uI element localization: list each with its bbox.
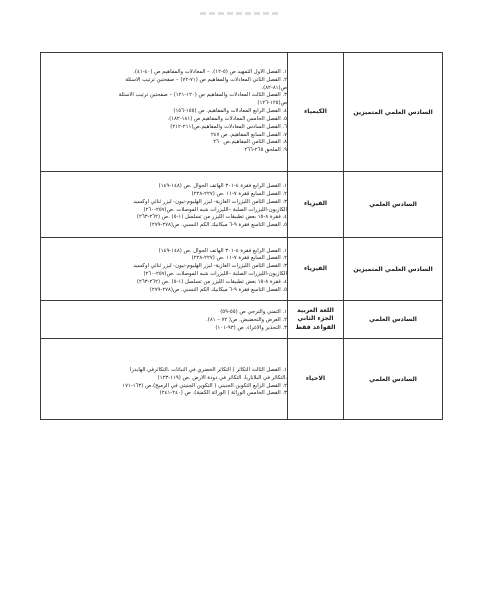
topic-line: ٤. الفصل الرابع المعادلات والمفاهيم. ص (١٥٥-١٥٦) <box>173 108 287 115</box>
subject-cell: الفيزياء <box>288 238 344 301</box>
topic-line: ١. الفصل الاول التمهيد ص (٥-١٢). – المعادلات والمفاهيم ص (٤٠-٤١). <box>133 68 287 75</box>
subject-line: الجزء الثاني <box>297 315 334 323</box>
topic-line: الكاربون-الليزرات الصلبة –الليزرات شبه الموصلات .ص(٢٥٧-٢٦٠) <box>143 206 287 213</box>
topic-line: ٢. العرض والتحضيض. ص( ٧٢ – ٨١). <box>206 317 287 324</box>
topic-line: ٣. الفصل الثامن الليزرات الغازية- ليزر الهليوم-نيون- ليزر ثنائي اوكسيد <box>133 263 287 270</box>
topic-line: ٣. الفصل الخامس الوراثة ( الوراثة الكمية). ص (٢٤٠-٢٤١) <box>159 390 287 397</box>
topic-line: ٣. الفصل الثامن الليزرات الغازية- ليزر الهليوم-نيون- ليزر ثنائي اوكسيد <box>133 198 287 205</box>
topic-line: ٣. التحذير والاغراء. ص (٩٣-١٠١) <box>215 324 287 331</box>
topics-cell <box>41 339 288 420</box>
subject-line: اللغة العربية <box>297 306 334 314</box>
topic-line: ٥. الفصل التاسع فقرة ٩-٦ ميكانيك الكم النسبي. ص(٢٧٨-٢٧٩) <box>149 222 287 229</box>
topic-line: ص(٨١-٨٢). <box>261 84 287 91</box>
topic-line: ١. التمني والترجي ص (٥٥-٥٩) <box>220 309 287 316</box>
topic-line: ٢. الفصل الثاني المعادلات والمفاهيم ص (٧١-٧٢) – صفحتين ترتيب الاسئلة <box>125 76 287 83</box>
table-row <box>41 339 443 420</box>
stage-cell: السادس العلمي <box>344 301 443 339</box>
topics-cell <box>41 238 288 301</box>
topic-line: ٢. الفصل الرابع التكوين الجنيني ( التكوين الجنيني في الرميح).ص (١٦٣-١٧١ <box>122 382 287 389</box>
topic-line: ٨. الفصل الثامن المفاهيم.ص ٢٦٠ <box>213 139 287 146</box>
topic-line: ٣. الفصل الثالث المعادلات والمفاهيم ص (١٢٠-١٢١) – صفحتين ترتيب الاسئلة <box>118 92 287 99</box>
topic-line: ١. الفصل الثالث التكاثر ( التكاثر الخضري في النباتات ،التكاثرفي الهايدرا <box>130 366 287 373</box>
topic-line: ٥. الفصل الخامس المعادلات والمفاهيم ص (١٨١-١٨٢). <box>167 115 287 122</box>
topic-line: ١. الفصل الرابع فقرة ٤-٣٠١ الهاتف الجوال .ص (١٤٨-١٤٩) <box>158 183 287 190</box>
topic-line: ٢. الفصل السابع فقرة ٧-١١ .ص (٢٢٧-٢٢٨) <box>191 255 287 262</box>
topic-line: الكاربون-الليزرات الصلبة –الليزرات شبه الموصلات .ص(٢٥٧-٢٦٠) <box>143 271 287 277</box>
topic-line: ٤. فقرة ٨-١٥ بعض تطبيقات الليزر من تسلسل (١-٥) .ص (٢٦٢-٢٦٣) <box>136 214 287 221</box>
topic-line: ص(١٢٥-١٢٦) <box>257 100 287 107</box>
topic-line: ٧. الفصل السابع المفاهيم. ص ٢٤٧ <box>210 131 287 138</box>
topic-line: ٤. فقرة ٨-١٥ بعض تطبيقات الليزر من تسلسل (١-٥) .ص (٢٦٢-٢٦٣) <box>136 278 287 285</box>
table-row <box>41 301 443 339</box>
topics-cell <box>41 172 288 238</box>
subject-cell <box>288 301 344 339</box>
topic-line: ٥. الفصل التاسع فقرة ٩-٦ ميكانيك الكم النسبي. ص(٢٧٨-٢٧٩) <box>149 286 287 293</box>
stage-cell: السادس العلمي المتميزين <box>344 53 443 172</box>
subject-cell: الفيزياء <box>288 172 344 238</box>
topics-cell <box>41 301 288 339</box>
subject-cell: الاحياء <box>288 339 344 420</box>
table-row <box>41 238 443 301</box>
topics-cell <box>41 53 288 172</box>
scan-artifact-mark <box>200 12 280 15</box>
topic-line: ،التكاثر في البلاناريا، التكاثر في دودة الأرض .ص (١١٩-١٢٣) <box>157 374 287 381</box>
stage-cell: السادس العلمي المتميزين <box>344 238 443 301</box>
subject-line: القواعد فقط <box>295 323 336 331</box>
topic-line: ٩. الملحق ٢٦٥-٢٦٦ <box>244 147 287 154</box>
syllabus-table <box>40 52 443 420</box>
topic-line: ٦. الفصل السادس المعادلات والمفاهيم.ص(٢١١-٢١٢) <box>170 123 287 130</box>
stage-cell: السادس العلمي <box>344 172 443 238</box>
table-row <box>41 172 443 238</box>
topic-line: ٢. الفصل السابع فقرة ٧-١١ .ص (٢٢٧-٢٢٨) <box>191 190 287 197</box>
table-row <box>41 53 443 172</box>
topic-line: ١. الفصل الرابع فقرة ٤-٣٠١ الهاتف الجوال .ص (١٤٨-١٤٩) <box>158 247 287 254</box>
subject-cell: الكيمياء <box>288 53 344 172</box>
stage-cell: السادس العلمي <box>344 339 443 420</box>
